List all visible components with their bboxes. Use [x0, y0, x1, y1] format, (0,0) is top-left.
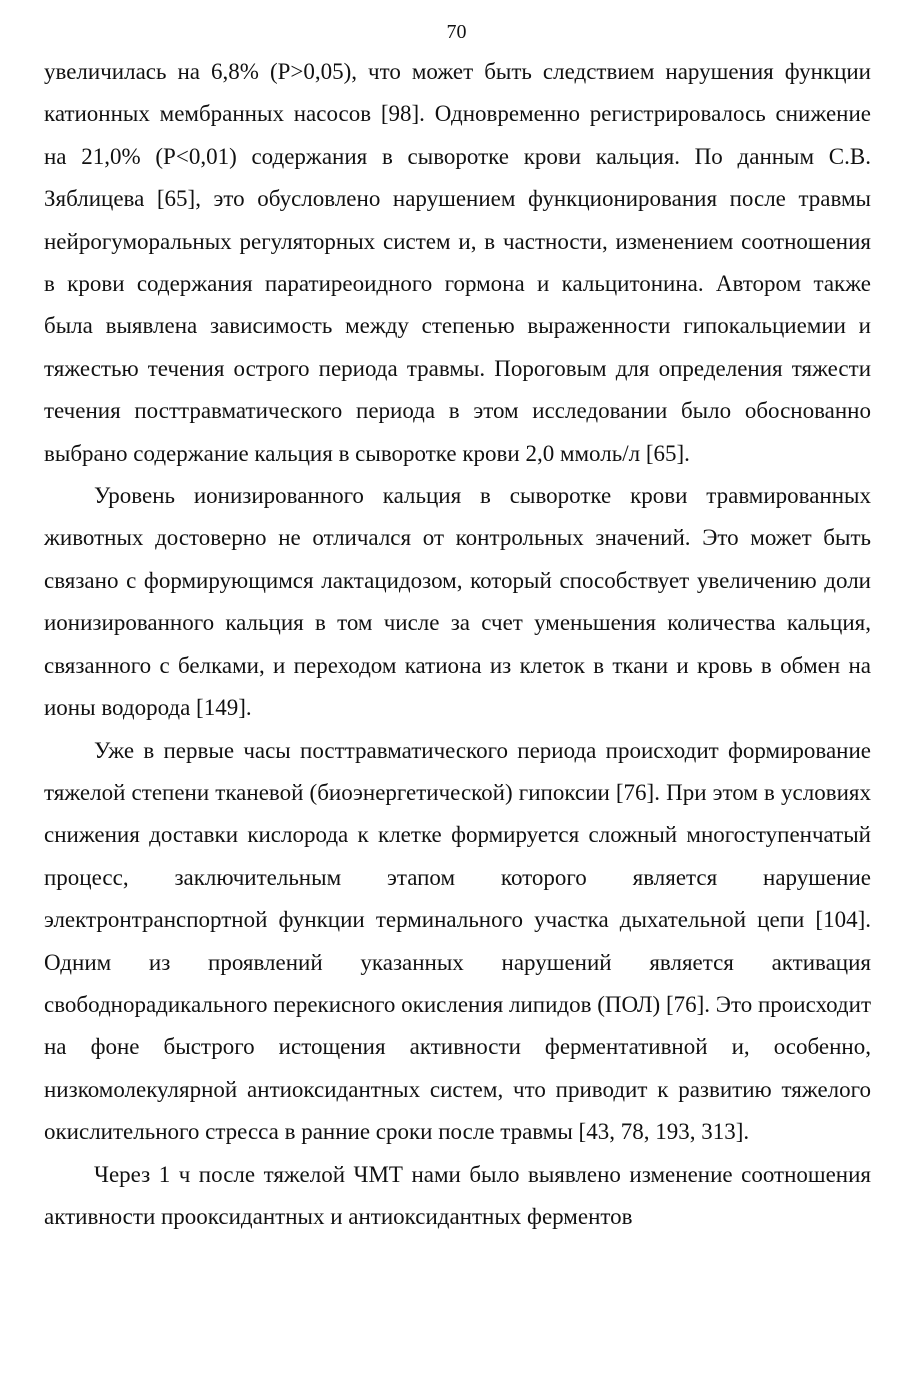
paragraph-ionized-calcium: Уровень ионизированного кальция в сыворотке крови травмированных животных достоверно не отличался от контрольных значений. Это может быть связано с формирующимся лактацидозом, который способствует увеличению доли ионизированного кальция в том числе за счет уменьшения количества кальция, связанного с белками, и переходом катиона из клеток в ткани и кровь в обмен на ионы водорода [149].	[44, 483, 871, 721]
paragraph-enzyme-activity: Через 1 ч после тяжелой ЧМТ нами было выявлено изменение соотношения активности прооксидантных и антиоксидантных ферментов	[44, 1161, 871, 1229]
paragraph-tissue-hypoxia: Уже в первые часы посттравматического периода происходит формирование тяжелой степени тканевой (биоэнергетической) гипоксии [76]. При этом в условиях снижения доставки кислорода к клетке формируется сложный многоступенчатый процесс, заключительным этапом которого является нарушение электронтранспортной функции терминального участка дыхательной цепи [104]. Одним из проявлений указанных нарушений является активация свободнорадикального перекисного окисления липидов (ПОЛ) [76]. Это происходит на фоне быстрого истощения активности ферментативной и, особенно, низкомолекулярной антиоксидантных систем, что приводит к развитию тяжелого окислительного стресса в ранние сроки после травмы [43, 78, 193, 313].	[44, 737, 871, 1145]
page-number: 70	[446, 21, 467, 43]
document-body	[44, 51, 871, 1238]
paragraph-calcium-serum: увеличилась на 6,8% (P>0,05), что может быть следствием нарушения функции катионных мембранных насосов [98]. Одновременно регистрировалось снижение на 21,0% (P<0,01) содержания в сыворотке крови кальция. По данным С.В. Зяблицева [65], это обусловлено нарушением функционирования после травмы нейрогуморальных регуляторных систем и, в частности, изменением соотношения в крови содержания паратиреоидного гормона и кальцитонина. Автором также была выявлена зависимость между степенью выраженности гипокальциемии и тяжестью течения острого периода травмы. Пороговым для определения тяжести течения посттравматического периода в этом исследовании было обоснованно выбрано содержание кальция в сыворотке крови 2,0 ммоль/л [65].	[44, 59, 871, 466]
